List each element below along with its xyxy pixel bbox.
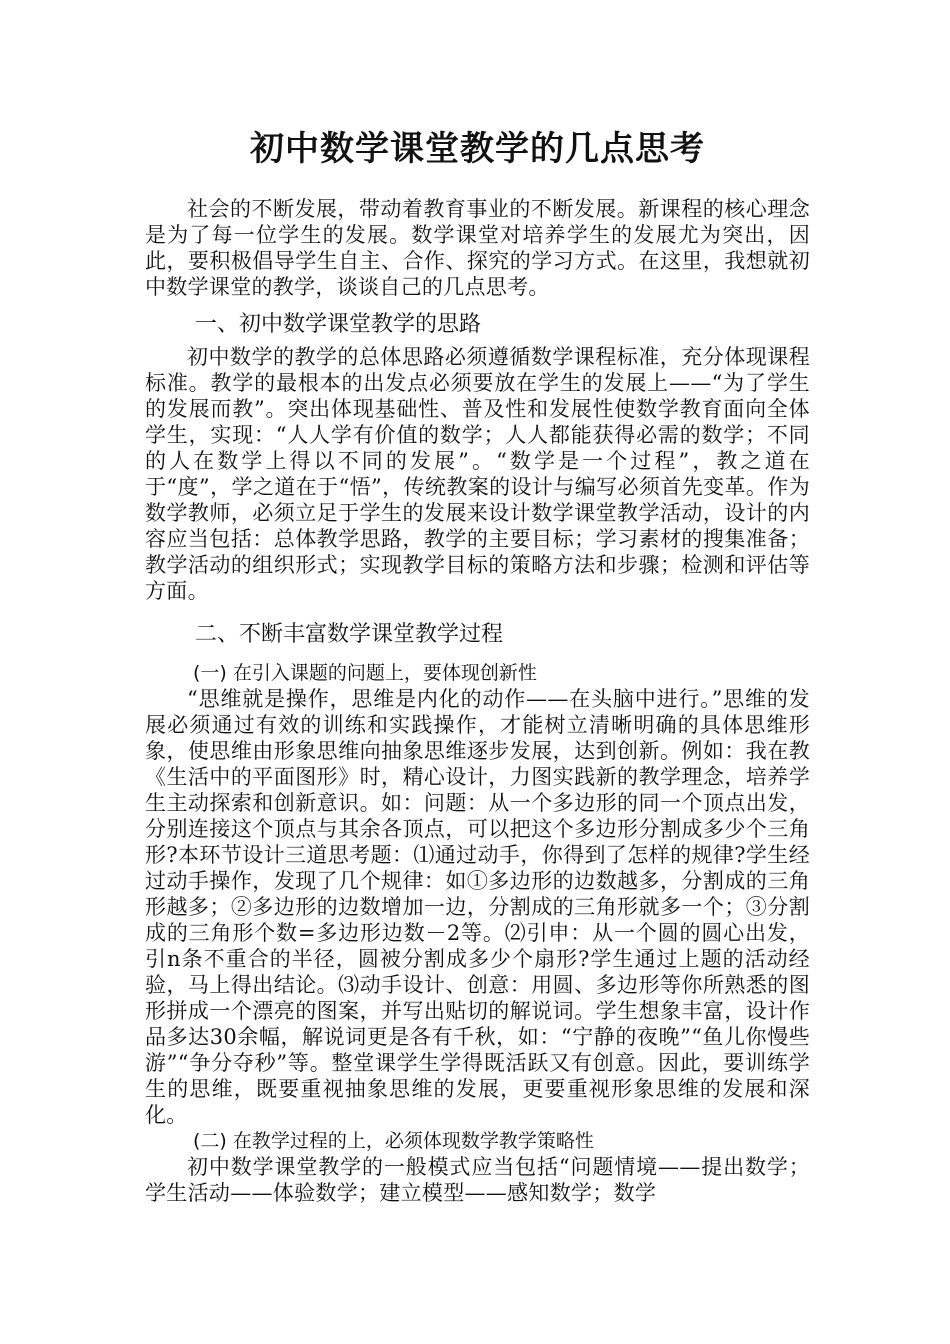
intro-paragraph: 社会的不断发展，带动着教育事业的不断发展。新课程的核心理念是为了每一位学生的发展。数学课堂对培养学生的发展尤为突出，因此，要积极倡导学生自主、合作、探究的学习方式。在这里，我想就初中数学课堂的教学，谈谈自己的几点思考。 <box>145 197 810 299</box>
document-title: 初中数学课堂教学的几点思考 <box>250 129 705 169</box>
section2-heading: 二、不断丰富数学课堂教学过程 <box>195 622 504 647</box>
subsection1-paragraph: “思维就是操作，思维是内化的动作——在头脑中进行。”思维的发展必须通过有效的训练和实践操作，才能树立清晰明确的具体思维形象，使思维由形象思维向抽象思维逐步发展，达到创新。例如：我在教《生活中的平面图形》时，精心设计，力图实践新的教学理念，培养学生主动探索和创新意识。如：问题：从一个多边形的同一个顶点出发，分别连接这个顶点与其余各顶点，可以把这个多边形分割成多少个三角形?本环节设计三道思考题：⑴通过动手，你得到了怎样的规律?学生经过动手操作，发现了几个规律：如①多边形的边数越多，分割成的三角形越多；②多边形的边数增加一边，分割成的三角形就多一个；③分割成的三角形个数=多边形边数－2等。⑵引申：从一个圆的圆心出发，引n条不重合的半径，圆被分割成多少个扇形?学生通过上题的活动经验，马上得出结论。⑶动手设计、创意：用圆、多边形等你所熟悉的图形拼成一个漂亮的图案，并写出贴切的解说词。学生想象丰富，设计作品多达30余幅，解说词更是各有千秋，如：“宁静的夜晚”“鱼儿你慢些游”“争分夺秒”等。整堂课学生学得既活跃又有创意。因此，要训练学生的思维，既要重视抽象思维的发展，更要重视形象思维的发展和深化。 <box>145 687 810 1127</box>
section1-heading: 一、初中数学课堂教学的思路 <box>195 312 482 337</box>
section1-paragraph: 初中数学的教学的总体思路必须遵循数学课程标准，充分体现课程标准。教学的最根本的出发点必须要放在学生的发展上——“为了学生的发展而教”。突出体现基础性、普及性和发展性使数学教育面向全体学生，实现：“人人学有价值的数学；人人都能获得必需的数学；不同的人在数学上得以不同的发展”。“数学是一个过程”，教之道在于“度”，学之道在于“悟”，传统教案的设计与编写必须首先变革。作为数学教师，必须立足于学生的发展来设计数学课堂教学活动，设计的内容应当包括：总体教学思路，教学的主要目标；学习素材的搜集准备；教学活动的组织形式；实现教学目标的策略方法和步骤；检测和评估等方面。 <box>145 345 810 603</box>
subsection2-heading: (二) 在教学过程的上，必须体现数学教学策略性 <box>193 1130 594 1152</box>
document-page <box>145 118 810 1206</box>
subsection2-paragraph: 初中数学课堂教学的一般模式应当包括“问题情境——提出数学；学生活动——体验数学；建立模型——感知数学；数学 <box>145 1155 810 1205</box>
subsection1-heading: (一) 在引入课题的问题上，要体现创新性 <box>193 662 537 684</box>
